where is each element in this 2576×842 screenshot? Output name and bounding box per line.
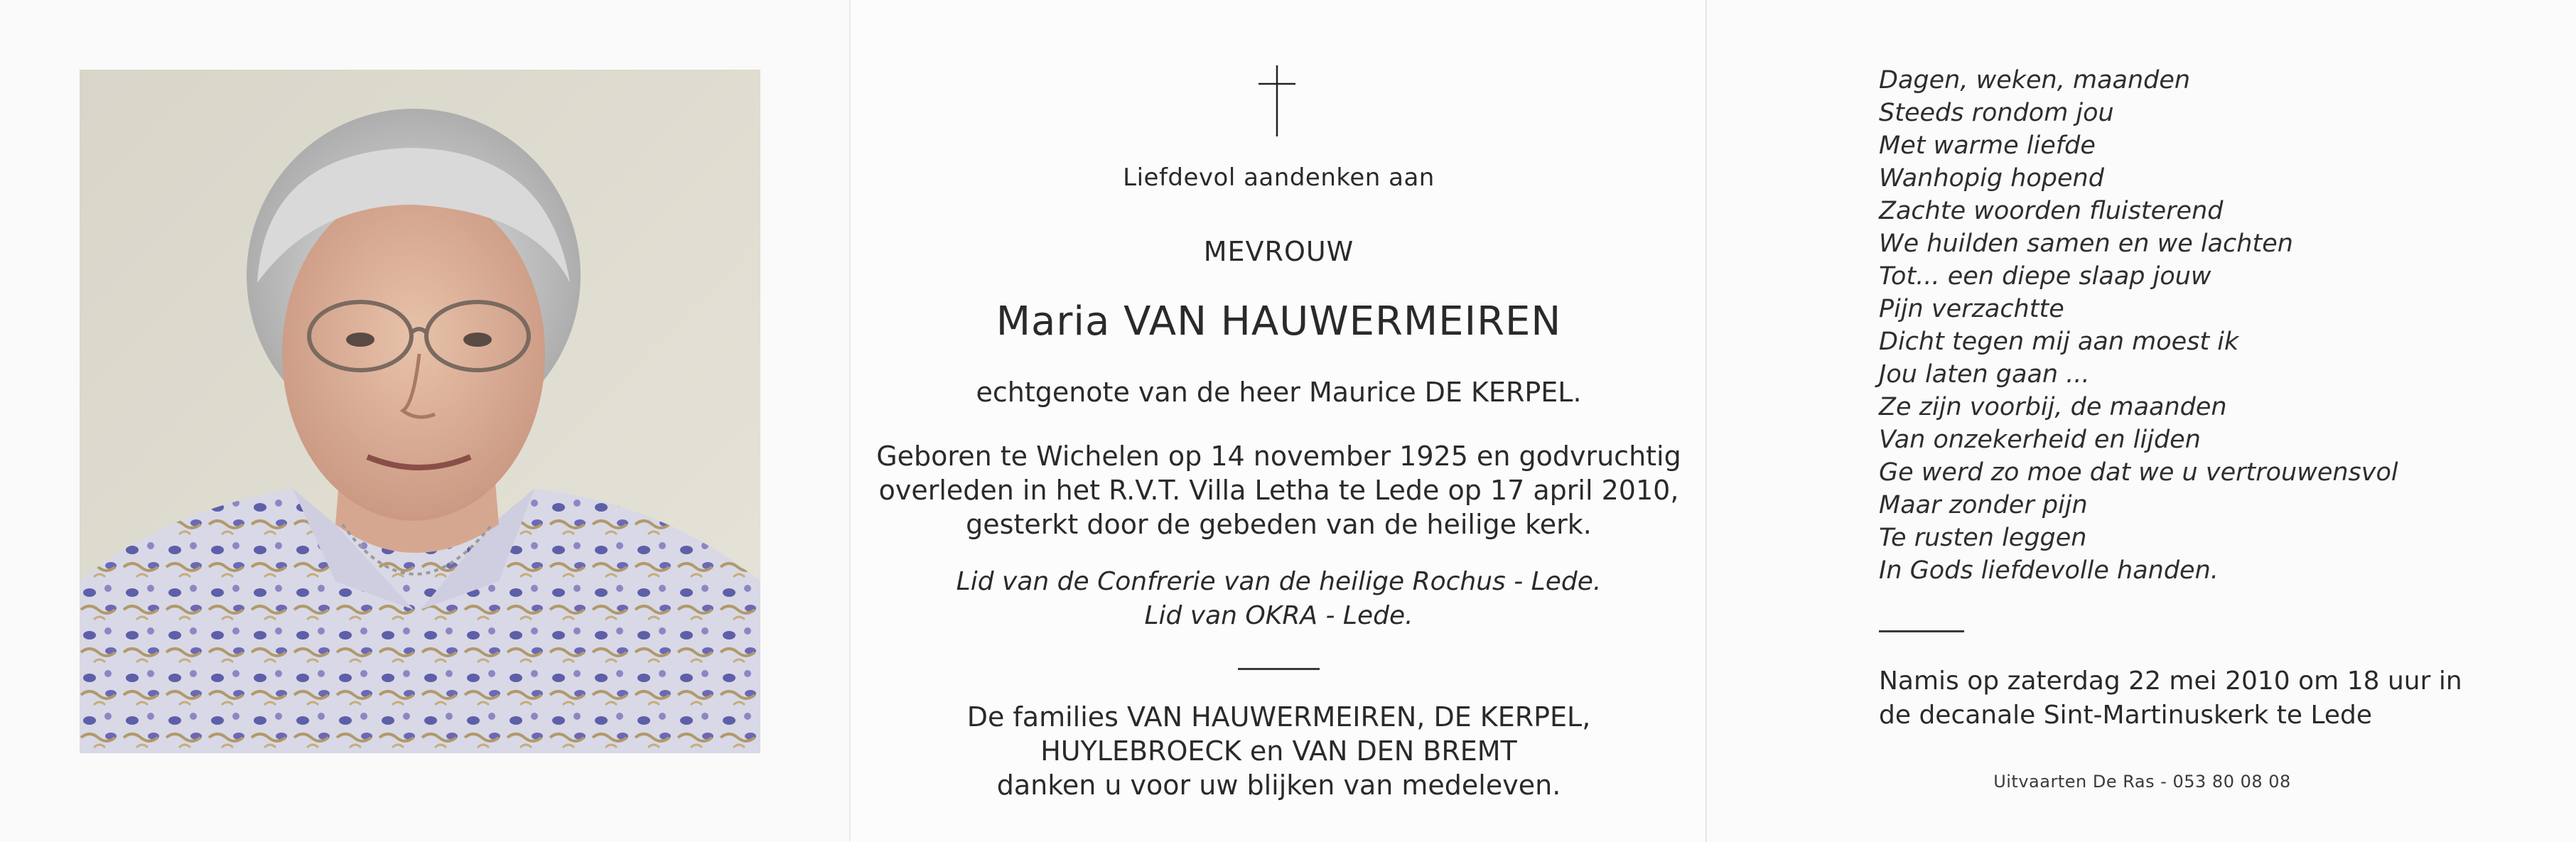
- spouse-line: echtgenote van de heer Maurice DE KERPEL.: [976, 377, 1582, 408]
- birth-line-1: Geboren te Wichelen op 14 november 1925 en godvruchtig: [876, 441, 1681, 472]
- portrait-photo: [80, 70, 760, 753]
- poem-line: Van onzekerheid en lijden: [1879, 426, 2201, 454]
- poem-line: Tot... een diepe slaap jouw: [1879, 262, 2211, 291]
- poem: [1879, 64, 2398, 587]
- poem-line: Ze zijn voorbij, de maanden: [1879, 393, 2227, 421]
- poem-line: Te rusten leggen: [1879, 524, 2087, 552]
- poem-line: Ge werd zo moe dat we u vertrouwensvol: [1879, 458, 2398, 487]
- left-panel: [0, 0, 849, 842]
- poem-line: Jou laten gaan ...: [1879, 360, 2090, 389]
- membership-line-1: Lid van de Confrerie van de heilige Rochus - Lede.: [956, 567, 1602, 596]
- intro-text: Liefdevol aandenken aan: [1123, 163, 1435, 192]
- memberships: [851, 565, 1707, 633]
- family-line-2: HUYLEBROECK en VAN DEN BREMT: [1040, 735, 1517, 767]
- poem-line: Met warme liefde: [1879, 131, 2096, 160]
- undertaker-contact: Uitvaarten De Ras - 053 80 08 08: [1993, 772, 2291, 792]
- divider: [1238, 668, 1320, 670]
- poem-line: Zachte woorden fluisterend: [1879, 197, 2224, 225]
- right-panel: [1705, 0, 2576, 842]
- membership-line-2: Lid van OKRA - Lede.: [1144, 601, 1413, 630]
- birth-line-2: overleden in het R.V.T. Villa Letha te Lede op 17 april 2010,: [878, 475, 1679, 506]
- poem-line: Steeds rondom jou: [1879, 99, 2114, 127]
- funeral-notice: [1879, 664, 2462, 733]
- birth-death-details: [851, 439, 1707, 541]
- middle-panel: [849, 0, 1707, 842]
- divider: [1879, 630, 1964, 632]
- poem-line: Dicht tegen mij aan moest ik: [1879, 328, 2239, 356]
- poem-line: Maar zonder pijn: [1879, 491, 2088, 519]
- cross-icon: [1256, 65, 1298, 136]
- poem-line: In Gods liefdevolle handen.: [1879, 556, 2219, 585]
- poem-line: Wanhopig hopend: [1879, 164, 2104, 193]
- poem-line: Pijn verzachtte: [1879, 295, 2064, 323]
- poem-line: Dagen, weken, maanden: [1879, 66, 2191, 95]
- family-thanks: [851, 700, 1707, 802]
- family-line-3: danken u voor uw blijken van medeleven.: [996, 770, 1561, 801]
- honorific: MEVROUW: [1203, 236, 1354, 267]
- funeral-line-2: de decanale Sint-Martinuskerk te Lede: [1879, 701, 2373, 730]
- funeral-line-1: Namis op zaterdag 22 mei 2010 om 18 uur in: [1879, 666, 2462, 696]
- birth-line-3: gesterkt door de gebeden van de heilige kerk.: [966, 509, 1592, 540]
- poem-line: We huilden samen en we lachten: [1879, 230, 2293, 258]
- family-line-1: De families VAN HAUWERMEIREN, DE KERPEL,: [966, 701, 1591, 733]
- deceased-name: Maria VAN HAUWERMEIREN: [996, 298, 1562, 345]
